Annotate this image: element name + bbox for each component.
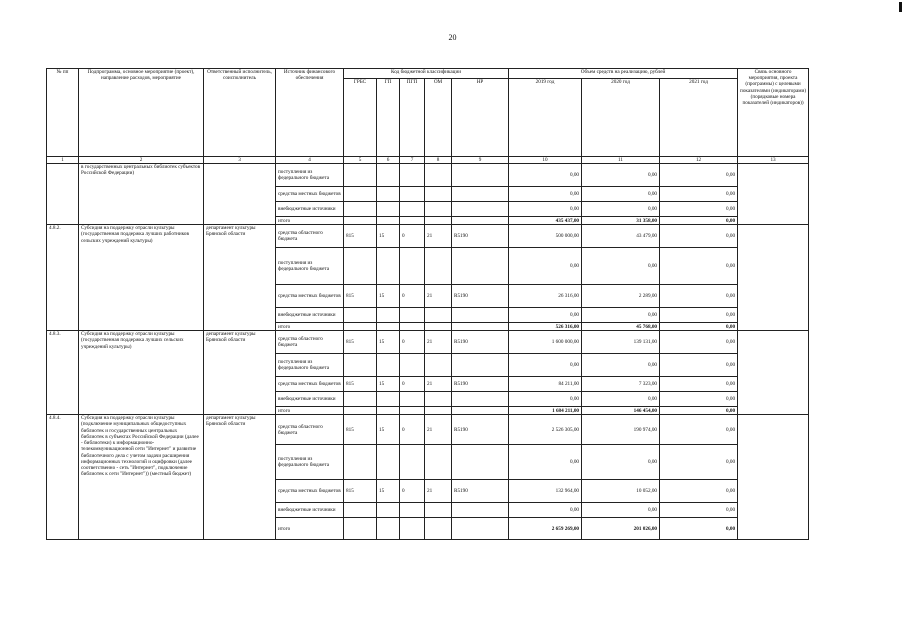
total-label: итого xyxy=(276,518,344,540)
header-indicator-link: Связь основного мероприятия, проекта (программы) с целевыми показателями (индикаторами) (порядковые номера показателей (индикаторов)) xyxy=(738,69,809,157)
header-budget-code: Код бюджетной классификации xyxy=(344,69,509,79)
total-label: итого xyxy=(276,217,344,225)
table-row xyxy=(47,331,809,354)
empty-code-cell xyxy=(400,323,425,331)
header-grbs: ГРБС xyxy=(344,79,377,157)
code-grbs xyxy=(344,187,377,202)
header-pgp: ПГП xyxy=(400,79,425,157)
code-nr xyxy=(452,308,509,323)
code-nr xyxy=(452,164,509,187)
total-2020: 201 026,00 xyxy=(582,518,660,540)
code-nr: R5190 xyxy=(452,225,509,248)
amount-2019: 0,00 xyxy=(509,392,582,407)
total-2019: 1 684 211,00 xyxy=(509,407,582,415)
code-pgp xyxy=(400,445,425,480)
funding-source: средства местных бюджетов xyxy=(276,187,344,202)
amount-2020: 0,00 xyxy=(582,164,660,187)
amount-2020: 190 974,00 xyxy=(582,415,660,445)
amount-2021: 0,00 xyxy=(660,164,738,187)
code-om: 21 xyxy=(425,377,452,392)
total-2020: 146 454,00 xyxy=(582,407,660,415)
column-number: 11 xyxy=(582,157,660,164)
code-pgp: 0 xyxy=(400,285,425,308)
code-gp xyxy=(377,202,400,217)
code-nr xyxy=(452,445,509,480)
column-number: 9 xyxy=(452,157,509,164)
funding-source: внебюджетные источники xyxy=(276,202,344,217)
empty-code-cell xyxy=(452,518,509,540)
code-pgp xyxy=(400,354,425,377)
amount-2020: 0,00 xyxy=(582,308,660,323)
code-om xyxy=(425,392,452,407)
code-grbs xyxy=(344,202,377,217)
amount-2020: 0,00 xyxy=(582,445,660,480)
code-nr: R5190 xyxy=(452,480,509,503)
column-number: 2 xyxy=(79,157,204,164)
funding-source: поступления из федерального бюджета xyxy=(276,445,344,480)
funding-source: средства областного бюджета xyxy=(276,225,344,248)
code-om xyxy=(425,187,452,202)
total-2021: 0,00 xyxy=(660,407,738,415)
amount-2021: 0,00 xyxy=(660,225,738,248)
amount-2021: 0,00 xyxy=(660,503,738,518)
code-grbs: 815 xyxy=(344,415,377,445)
code-pgp xyxy=(400,164,425,187)
amount-2019: 0,00 xyxy=(509,445,582,480)
code-nr xyxy=(452,392,509,407)
empty-code-cell xyxy=(344,217,377,225)
column-number: 4 xyxy=(276,157,344,164)
empty-code-cell xyxy=(425,323,452,331)
header-gp: ГП xyxy=(377,79,400,157)
code-grbs xyxy=(344,392,377,407)
amount-2021: 0,00 xyxy=(660,392,738,407)
amount-2021: 0,00 xyxy=(660,248,738,285)
code-gp: 15 xyxy=(377,225,400,248)
funding-source: средства местных бюджетов xyxy=(276,377,344,392)
table-row xyxy=(47,225,809,248)
amount-2019: 0,00 xyxy=(509,248,582,285)
code-gp xyxy=(377,164,400,187)
empty-code-cell xyxy=(452,217,509,225)
amount-2020: 10 052,00 xyxy=(582,480,660,503)
code-gp xyxy=(377,354,400,377)
amount-2019: 0,00 xyxy=(509,503,582,518)
amount-2021: 0,00 xyxy=(660,285,738,308)
total-2021: 0,00 xyxy=(660,518,738,540)
empty-code-cell xyxy=(400,217,425,225)
column-number-row xyxy=(47,157,809,164)
amount-2019: 0,00 xyxy=(509,354,582,377)
code-gp: 15 xyxy=(377,377,400,392)
header-row xyxy=(47,69,809,79)
code-om xyxy=(425,354,452,377)
code-om: 21 xyxy=(425,225,452,248)
code-nr xyxy=(452,202,509,217)
code-gp xyxy=(377,445,400,480)
column-number: 6 xyxy=(377,157,400,164)
budget-table xyxy=(46,68,809,540)
item-number: 4.8.2. xyxy=(47,225,79,331)
item-number xyxy=(47,164,79,225)
amount-2021: 0,00 xyxy=(660,187,738,202)
code-pgp xyxy=(400,308,425,323)
empty-code-cell xyxy=(377,407,400,415)
code-gp xyxy=(377,248,400,285)
column-number: 13 xyxy=(738,157,809,164)
total-label: итого xyxy=(276,407,344,415)
indicator-link-cell xyxy=(738,331,809,415)
funding-source: поступления из федерального бюджета xyxy=(276,248,344,285)
code-om xyxy=(425,248,452,285)
code-nr xyxy=(452,354,509,377)
amount-2021: 0,00 xyxy=(660,415,738,445)
code-om xyxy=(425,202,452,217)
item-number: 4.8.3. xyxy=(47,331,79,415)
amount-2019: 0,00 xyxy=(509,202,582,217)
amount-2019: 2 526 305,00 xyxy=(509,415,582,445)
amount-2021: 0,00 xyxy=(660,331,738,354)
code-pgp: 0 xyxy=(400,480,425,503)
code-grbs xyxy=(344,445,377,480)
code-grbs: 815 xyxy=(344,480,377,503)
amount-2019: 84 211,00 xyxy=(509,377,582,392)
code-pgp: 0 xyxy=(400,415,425,445)
empty-code-cell xyxy=(425,217,452,225)
column-number: 7 xyxy=(400,157,425,164)
code-om: 21 xyxy=(425,285,452,308)
empty-code-cell xyxy=(452,407,509,415)
code-grbs xyxy=(344,308,377,323)
funding-source: внебюджетные источники xyxy=(276,392,344,407)
code-gp xyxy=(377,187,400,202)
funding-source: средства местных бюджетов xyxy=(276,285,344,308)
amount-2019: 500 000,00 xyxy=(509,225,582,248)
item-responsible: департамент культуры Брянской области xyxy=(204,415,276,540)
empty-code-cell xyxy=(377,323,400,331)
funding-source: поступления из федерального бюджета xyxy=(276,354,344,377)
empty-code-cell xyxy=(400,407,425,415)
empty-code-cell xyxy=(452,323,509,331)
amount-2021: 0,00 xyxy=(660,308,738,323)
code-grbs xyxy=(344,354,377,377)
empty-code-cell xyxy=(377,518,400,540)
header-responsible: Ответственный исполнитель, соисполнитель xyxy=(204,69,276,157)
funding-source: средства местных бюджетов xyxy=(276,480,344,503)
code-nr xyxy=(452,248,509,285)
page-edge-mark xyxy=(899,2,902,12)
code-gp xyxy=(377,308,400,323)
code-nr: R5190 xyxy=(452,377,509,392)
item-responsible: департамент культуры Брянской области xyxy=(204,331,276,415)
total-2020: 45 768,00 xyxy=(582,323,660,331)
amount-2019: 26 316,00 xyxy=(509,285,582,308)
header-2019: 2019 год xyxy=(509,79,582,157)
empty-code-cell xyxy=(344,518,377,540)
empty-code-cell xyxy=(425,407,452,415)
header-program: Подпрограмма, основное мероприятие (проект), направление расходов, мероприятие xyxy=(79,69,204,157)
code-grbs xyxy=(344,248,377,285)
code-pgp xyxy=(400,202,425,217)
code-om: 21 xyxy=(425,415,452,445)
column-number: 12 xyxy=(660,157,738,164)
funding-source: внебюджетные источники xyxy=(276,308,344,323)
amount-2019: 1 600 000,00 xyxy=(509,331,582,354)
amount-2020: 7 323,00 xyxy=(582,377,660,392)
empty-code-cell xyxy=(377,217,400,225)
code-pgp xyxy=(400,187,425,202)
total-2019: 526 316,00 xyxy=(509,323,582,331)
indicator-link-cell xyxy=(738,415,809,540)
code-pgp xyxy=(400,503,425,518)
code-nr: R5190 xyxy=(452,331,509,354)
code-gp: 15 xyxy=(377,285,400,308)
code-grbs: 815 xyxy=(344,377,377,392)
code-grbs: 815 xyxy=(344,225,377,248)
table-body xyxy=(47,164,809,540)
code-grbs: 815 xyxy=(344,331,377,354)
amount-2020: 0,00 xyxy=(582,392,660,407)
header-om: ОМ xyxy=(425,79,452,157)
empty-code-cell xyxy=(400,518,425,540)
code-om: 21 xyxy=(425,331,452,354)
item-responsible: департамент культуры Брянской области xyxy=(204,225,276,331)
header-nr: НР xyxy=(452,79,509,157)
item-name: Субсидия на поддержку отрасли культуры (государственная поддержка лучших сельских учреждений культуры) xyxy=(79,331,204,415)
item-responsible xyxy=(204,164,276,225)
amount-2019: 0,00 xyxy=(509,187,582,202)
total-2019: 2 659 269,00 xyxy=(509,518,582,540)
empty-code-cell xyxy=(344,323,377,331)
item-name: в государственных центральных библиотек субъектов Российской Федерации) xyxy=(79,164,204,225)
column-number: 1 xyxy=(47,157,79,164)
amount-2020: 0,00 xyxy=(582,248,660,285)
column-number: 8 xyxy=(425,157,452,164)
total-2020: 31 358,00 xyxy=(582,217,660,225)
code-nr: R5190 xyxy=(452,415,509,445)
amount-2021: 0,00 xyxy=(660,445,738,480)
amount-2019: 0,00 xyxy=(509,308,582,323)
code-nr: R5190 xyxy=(452,285,509,308)
item-name: Субсидия на поддержку отрасли культуры (государственная поддержка лучших работников сельских учреждений культуры) xyxy=(79,225,204,331)
indicator-link-cell xyxy=(738,225,809,331)
code-pgp xyxy=(400,392,425,407)
code-gp: 15 xyxy=(377,331,400,354)
code-gp xyxy=(377,392,400,407)
funding-source: внебюджетные источники xyxy=(276,503,344,518)
amount-2020: 0,00 xyxy=(582,503,660,518)
empty-code-cell xyxy=(425,518,452,540)
table-row xyxy=(47,164,809,187)
total-2019: 435 437,00 xyxy=(509,217,582,225)
code-nr xyxy=(452,503,509,518)
amount-2021: 0,00 xyxy=(660,202,738,217)
code-gp: 15 xyxy=(377,415,400,445)
total-2021: 0,00 xyxy=(660,323,738,331)
code-om xyxy=(425,503,452,518)
code-om xyxy=(425,308,452,323)
column-number: 5 xyxy=(344,157,377,164)
amount-2020: 43 479,00 xyxy=(582,225,660,248)
total-2021: 0,00 xyxy=(660,217,738,225)
amount-2020: 0,00 xyxy=(582,202,660,217)
amount-2020: 0,00 xyxy=(582,187,660,202)
code-grbs: 815 xyxy=(344,285,377,308)
amount-2021: 0,00 xyxy=(660,354,738,377)
column-number: 10 xyxy=(509,157,582,164)
funding-source: средства областного бюджета xyxy=(276,415,344,445)
header-2020: 2020 год xyxy=(582,79,660,157)
funding-source: поступления из федерального бюджета xyxy=(276,164,344,187)
header-volume: Объем средств на реализацию, рублей xyxy=(509,69,738,79)
header-2021: 2021 год xyxy=(660,79,738,157)
code-om xyxy=(425,445,452,480)
amount-2019: 132 964,00 xyxy=(509,480,582,503)
code-pgp: 0 xyxy=(400,331,425,354)
code-pgp xyxy=(400,248,425,285)
amount-2020: 2 289,00 xyxy=(582,285,660,308)
code-grbs xyxy=(344,164,377,187)
funding-source: средства областного бюджета xyxy=(276,331,344,354)
amount-2021: 0,00 xyxy=(660,377,738,392)
code-pgp: 0 xyxy=(400,225,425,248)
header-no: № пп xyxy=(47,69,79,157)
indicator-link-cell xyxy=(738,164,809,225)
empty-code-cell xyxy=(344,407,377,415)
amount-2020: 139 131,00 xyxy=(582,331,660,354)
item-name: Субсидия на поддержку отрасли культуры (подключение муниципальных общедоступных библиотек и государственных центральных библиотек в субъектах Российской Федерации (далее - библиотеки) к информационно-телекоммуникационной сети "Интернет" и развитие библиотечного дела с учетом задачи расширения информационных технологий и оцифровки (далее соответственно - сеть "Интернет", подключение библиотек к сети "Интернет")) (местный бюджет) xyxy=(79,415,204,540)
code-gp xyxy=(377,503,400,518)
code-gp: 15 xyxy=(377,480,400,503)
code-om xyxy=(425,164,452,187)
code-pgp: 0 xyxy=(400,377,425,392)
code-om: 21 xyxy=(425,480,452,503)
code-grbs xyxy=(344,503,377,518)
total-label: итого xyxy=(276,323,344,331)
header-source: Источник финансового обеспечения xyxy=(276,69,344,157)
code-nr xyxy=(452,187,509,202)
amount-2019: 0,00 xyxy=(509,164,582,187)
amount-2020: 0,00 xyxy=(582,354,660,377)
column-number: 3 xyxy=(204,157,276,164)
amount-2021: 0,00 xyxy=(660,480,738,503)
page-number: 20 xyxy=(448,33,457,42)
item-number: 4.8.4. xyxy=(47,415,79,540)
table-row xyxy=(47,415,809,445)
